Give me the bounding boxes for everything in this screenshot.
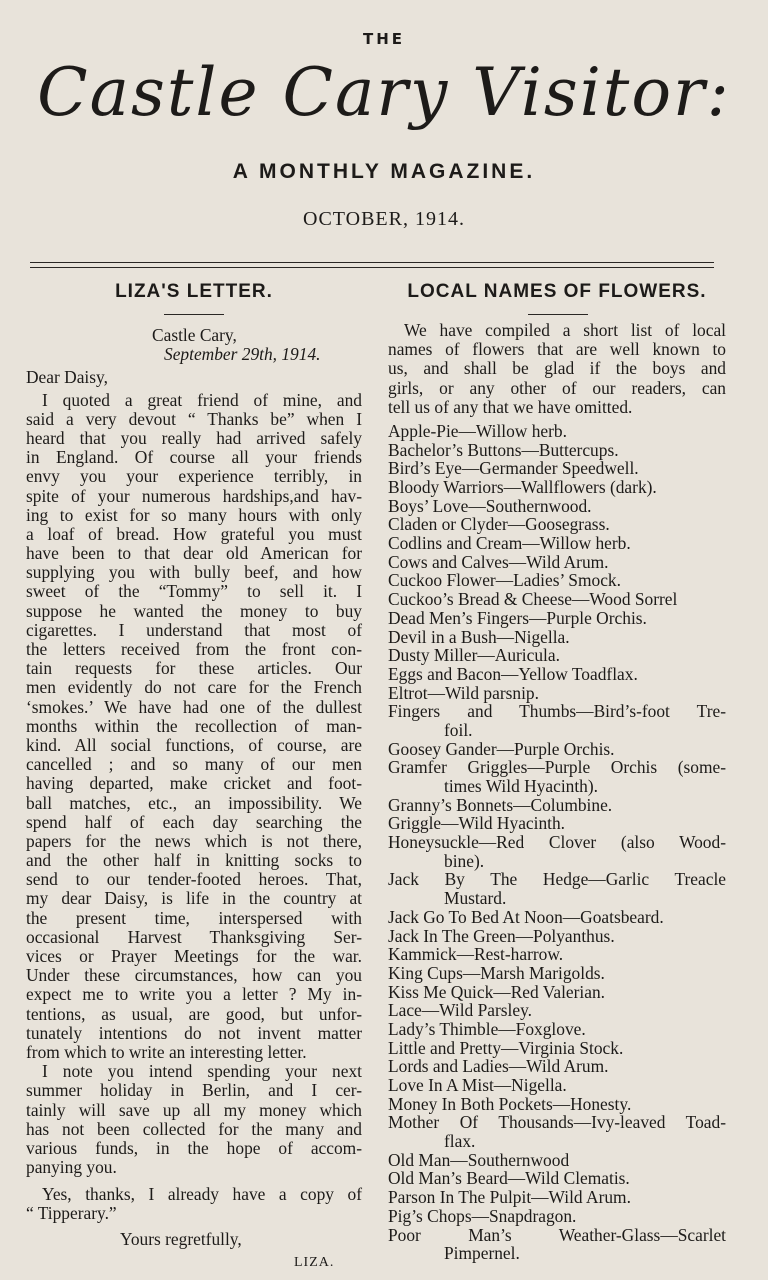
letter-heading: LIZA'S LETTER. [115,281,273,302]
text-line: tentions, as usual, are good, but unfor- [26,1003,362,1024]
text-line: in England. Of course all your friends [26,447,362,468]
flower-entry: Poor Man’s Weather-Glass—Scarlet [388,1224,726,1245]
letter-dateline: September 29th, 1914. [164,344,321,365]
flower-entry: Jack By The Hedge—Garlic Treacle [388,869,726,890]
text-line: and the other half in knitting socks to [26,850,362,871]
text-line: girls, or any other of our readers, can [388,377,726,398]
flower-entry: Eltrot—Wild parsnip. [388,682,539,703]
flower-entry: Bloody Warriors—Wallflowers (dark). [388,477,657,497]
flower-entry: Griggle—Wild Hyacinth. [388,813,566,834]
flowers-heading: LOCAL NAMES OF FLOWERS. [407,281,707,302]
flower-entry: Dusty Miller—Auricula. [388,645,560,666]
text-line: spite of your numerous hardships,and hav- [26,485,362,506]
text-line: panying you. [26,1157,117,1178]
issue-date: OCTOBER, 1914. [303,208,465,230]
letter-signature: LIZA. [294,1254,335,1270]
flower-entry: Cuckoo Flower—Ladies’ Smock. [388,570,621,591]
text-line: cigarettes. I understand that most of [26,619,362,640]
flowers-heading-rule [528,314,588,315]
flower-entry: Mother Of Thousands—Ivy-leaved Toad- [388,1112,726,1133]
flower-entry: Lace—Wild Parsley. [388,1000,533,1021]
flowers-intro [388,321,726,417]
letter-paragraph-3 [26,1185,362,1223]
flower-entry-continuation: bine). [444,850,485,871]
flower-entry: Fingers and Thumbs—Bird’s-foot Tre- [388,701,726,722]
text-line: papers for the news which is not there, [26,830,362,851]
letter-place: Castle Cary, [152,325,237,345]
flower-entry: Money In Both Pockets—Honesty. [388,1093,632,1114]
flower-entry: Parson In The Pulpit—Wild Arum. [388,1187,631,1208]
flower-entry: Boys’ Love—Southernwood. [388,495,592,516]
flower-entry: Dead Men’s Fingers—Purple Orchis. [388,607,647,628]
text-line: I note you intend spending your next [42,1061,362,1082]
header-rule-top [30,262,714,263]
flower-entry: Gramfer Griggles—Purple Orchis (some- [388,757,726,778]
text-line: tain requests for these articles. Our [26,658,362,679]
text-line: send to our tender-footed heroes. That, [26,869,362,890]
flower-entry-continuation: Pimpernel. [444,1243,520,1264]
flower-entry: Apple-Pie—Willow herb. [388,420,567,441]
flowers-list [388,422,726,1263]
text-line: vices or Prayer Meetings for the war. [26,946,362,966]
letter-body [26,391,362,1063]
text-line: spend half of each day searching the [26,811,362,832]
text-line: names of flowers that are well known to [388,339,726,360]
text-line: months within the recollection of man- [26,715,362,736]
flower-entry-continuation: flax. [444,1131,476,1152]
text-line: heard that you really had arrived safely [26,427,362,448]
text-line: has not been collected for the many and [26,1118,362,1139]
masthead-the: THE [362,30,406,48]
masthead-subtitle: A MONTHLY MAGAZINE. [232,160,536,183]
flower-entry: Jack In The Green—Polyanthus. [388,925,615,946]
flower-entry: Bird’s Eye—Germander Speedwell. [388,458,639,479]
text-line: ‘smokes.’ We have had one of the dullest [26,696,362,717]
flower-entry: Granny’s Bonnets—Columbine. [388,794,613,815]
flower-entry: Devil in a Bush—Nigella. [388,626,570,647]
flower-entry: King Cups—Marsh Marigolds. [388,962,605,983]
text-line: my dear Daisy, is life in the country at [26,888,362,909]
text-line: men evidently do not care for the French [26,677,362,698]
text-line: ing to exist for so many hours with only [26,504,362,525]
text-line: a loaf of bread. How grateful you must [26,523,362,544]
text-line: expect me to write you a letter ? My in- [26,984,362,1005]
flower-entry: Honeysuckle—Red Clover (also Wood- [388,832,726,853]
text-line: said a very devout “ Thanks be” when I [26,408,362,429]
flower-entry: Kammick—Rest-harrow. [388,944,564,965]
flowers-column [388,321,726,1263]
text-line: Yes, thanks, I already have a copy of [42,1184,362,1205]
text-line: have been to that dear old American for [26,543,362,564]
text-line: I quoted a great friend of mine, and [42,389,362,410]
flower-entry: Love In A Mist—Nigella. [388,1075,567,1095]
flower-entry: Jack Go To Bed At Noon—Goatsbeard. [388,906,664,927]
flower-entry: Codlins and Cream—Willow herb. [388,533,631,554]
flower-entry: Old Man’s Beard—Wild Clematis. [388,1168,630,1189]
letter-closing: Yours regretfully, [120,1228,242,1249]
text-line: We have compiled a short list of local [404,320,726,340]
flower-entry-continuation: Mustard. [444,888,507,909]
text-line: tainly will save up all my money which [26,1099,362,1120]
masthead-title: Castle Cary Visitor: [37,54,731,131]
flower-entry: Cuckoo’s Bread & Cheese—Wood Sorrel [388,589,678,610]
text-line: cancelled ; and so many of our men [26,754,362,775]
flower-entry-continuation: foil. [444,719,473,740]
text-line: ball matches, etc., an impossibility. We [26,792,362,813]
flower-entry: Claden or Clyder—Goosegrass. [388,514,610,535]
flower-entry: Bachelor’s Buttons—Buttercups. [388,439,619,460]
flower-entry-continuation: times Wild Hyacinth). [444,776,599,796]
flower-entry: Little and Pretty—Virginia Stock. [388,1037,624,1058]
flower-entry: Pig’s Chops—Snapdragon. [388,1205,577,1226]
letter-paragraph-2 [26,1062,362,1177]
text-line: various funds, in the hope of accom- [26,1137,362,1158]
text-line: kind. All social functions, of course, are [26,734,362,755]
text-line: “ Tipperary.” [26,1203,117,1224]
letter-salutation: Dear Daisy, [26,367,108,388]
text-line: having departed, make cricket and foot- [26,773,362,794]
text-line: summer holiday in Berlin, and I cer- [26,1080,362,1101]
flower-entry: Lady’s Thimble—Foxglove. [388,1018,586,1039]
flower-entry: Eggs and Bacon—Yellow Toadflax. [388,663,638,684]
letter-column [26,326,362,1272]
text-line: suppose he wanted the money to buy [26,600,362,621]
text-line: sweet of the “Tommy” to sell it. I [26,581,362,602]
text-line: Under these circumstances, how can you [26,965,362,986]
text-line: tell us of any that we have omitted. [388,396,633,417]
letter-heading-rule [164,314,224,315]
text-line: tunately intentions do not invent matter [26,1022,362,1043]
text-line: us, and shall be glad if the boys and [388,358,726,379]
flower-entry: Lords and Ladies—Wild Arum. [388,1056,609,1077]
text-line: occasional Harvest Thanksgiving Ser- [26,926,362,947]
flower-entry: Goosey Gander—Purple Orchis. [388,738,615,759]
text-line: supplying you with bully beef, and how [26,562,362,583]
flower-entry: Kiss Me Quick—Red Valerian. [388,981,606,1002]
flower-entry: Old Man—Southernwood [388,1149,570,1170]
text-line: from which to write an interesting letter. [26,1041,307,1062]
text-line: the letters received from the front con- [26,639,362,659]
text-line: the present time, interspersed with [26,907,362,928]
text-line: envy you your experience terribly, in [26,466,362,487]
flower-entry: Cows and Calves—Wild Arum. [388,551,609,572]
header-rule-bottom [30,267,714,268]
